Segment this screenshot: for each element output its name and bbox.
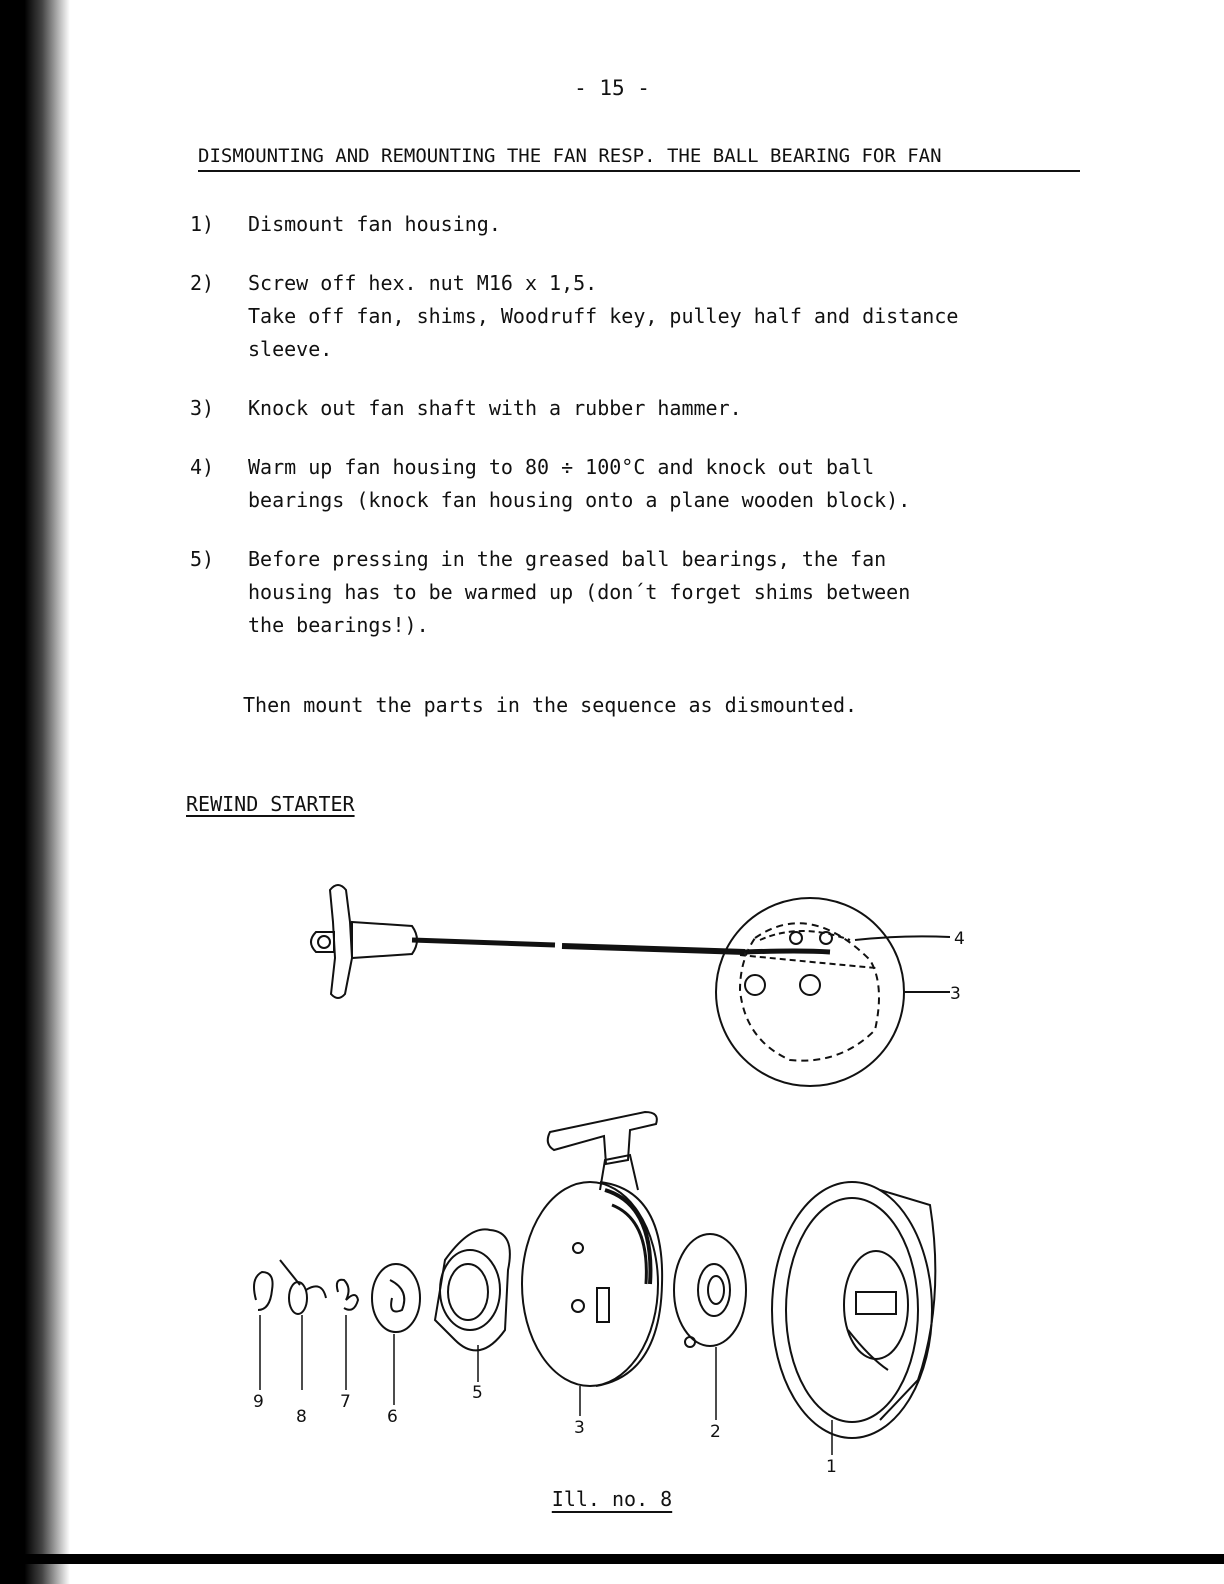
figure-caption [0, 1487, 1224, 1511]
step-line: Dismount fan housing. [248, 212, 501, 236]
step-number: 5) [190, 547, 215, 571]
step-line: sleeve. [248, 337, 333, 361]
page-number: - 15 - [574, 76, 650, 100]
section-heading: DISMOUNTING AND REMOUNTING THE FAN RESP. THE BALL BEARING FOR FAN [198, 145, 1080, 172]
part-label-3-top: 3 [950, 984, 961, 1004]
step-text [248, 267, 1070, 366]
step-line: Take off fan, shims, Woodruff key, pulley half and distance [248, 304, 959, 328]
step-text [248, 451, 1070, 517]
part-label-3: 3 [574, 1418, 585, 1438]
step-text [248, 208, 1070, 241]
step-line: the bearings!). [248, 613, 429, 637]
starter-cover-drawing [716, 898, 904, 1086]
step-line: Before pressing in the greased ball bearings, the fan [248, 547, 887, 571]
part-leader-lines [260, 1315, 832, 1455]
step-text [248, 543, 1070, 642]
part-label-2: 2 [710, 1422, 721, 1442]
part-label-5: 5 [472, 1383, 483, 1403]
step-line: Warm up fan housing to 80 ÷ 100°C and knock out ball [248, 455, 875, 479]
step-number: 4) [190, 455, 215, 479]
part-label-9: 9 [253, 1392, 264, 1412]
step-item [190, 451, 1070, 517]
step-number: 3) [190, 396, 215, 420]
figure-caption-text: Ill. no. 8 [551, 1487, 673, 1511]
final-note: Then mount the parts in the sequence as dismounted. [243, 693, 858, 717]
rewind-starter-illustration [0, 860, 1224, 1480]
part-label-1: 1 [826, 1457, 837, 1477]
step-line: Knock out fan shaft with a rubber hammer. [248, 396, 742, 420]
step-number: 2) [190, 271, 215, 295]
rewind-starter-heading: REWIND STARTER [186, 792, 355, 816]
t-handle-drawing [311, 885, 417, 998]
step-line: Screw off hex. nut M16 x 1,5. [248, 271, 598, 295]
step-item [190, 392, 1070, 425]
part-label-6: 6 [387, 1407, 398, 1427]
rope-drawing [412, 940, 830, 952]
step-item [190, 208, 1070, 241]
step-text [248, 392, 1070, 425]
step-item [190, 543, 1070, 642]
instruction-list [190, 208, 1070, 668]
leader-lines-top [855, 936, 950, 992]
step-line: bearings (knock fan housing onto a plane wooden block). [248, 488, 911, 512]
exploded-parts-drawing [254, 1112, 935, 1438]
step-item [190, 267, 1070, 366]
step-line: housing has to be warmed up (don´t forget shims between [248, 580, 911, 604]
part-label-4: 4 [954, 929, 965, 949]
part-label-8: 8 [296, 1407, 307, 1427]
step-number: 1) [190, 212, 215, 236]
part-label-7: 7 [340, 1392, 351, 1412]
scan-bottom-edge [0, 1554, 1224, 1564]
